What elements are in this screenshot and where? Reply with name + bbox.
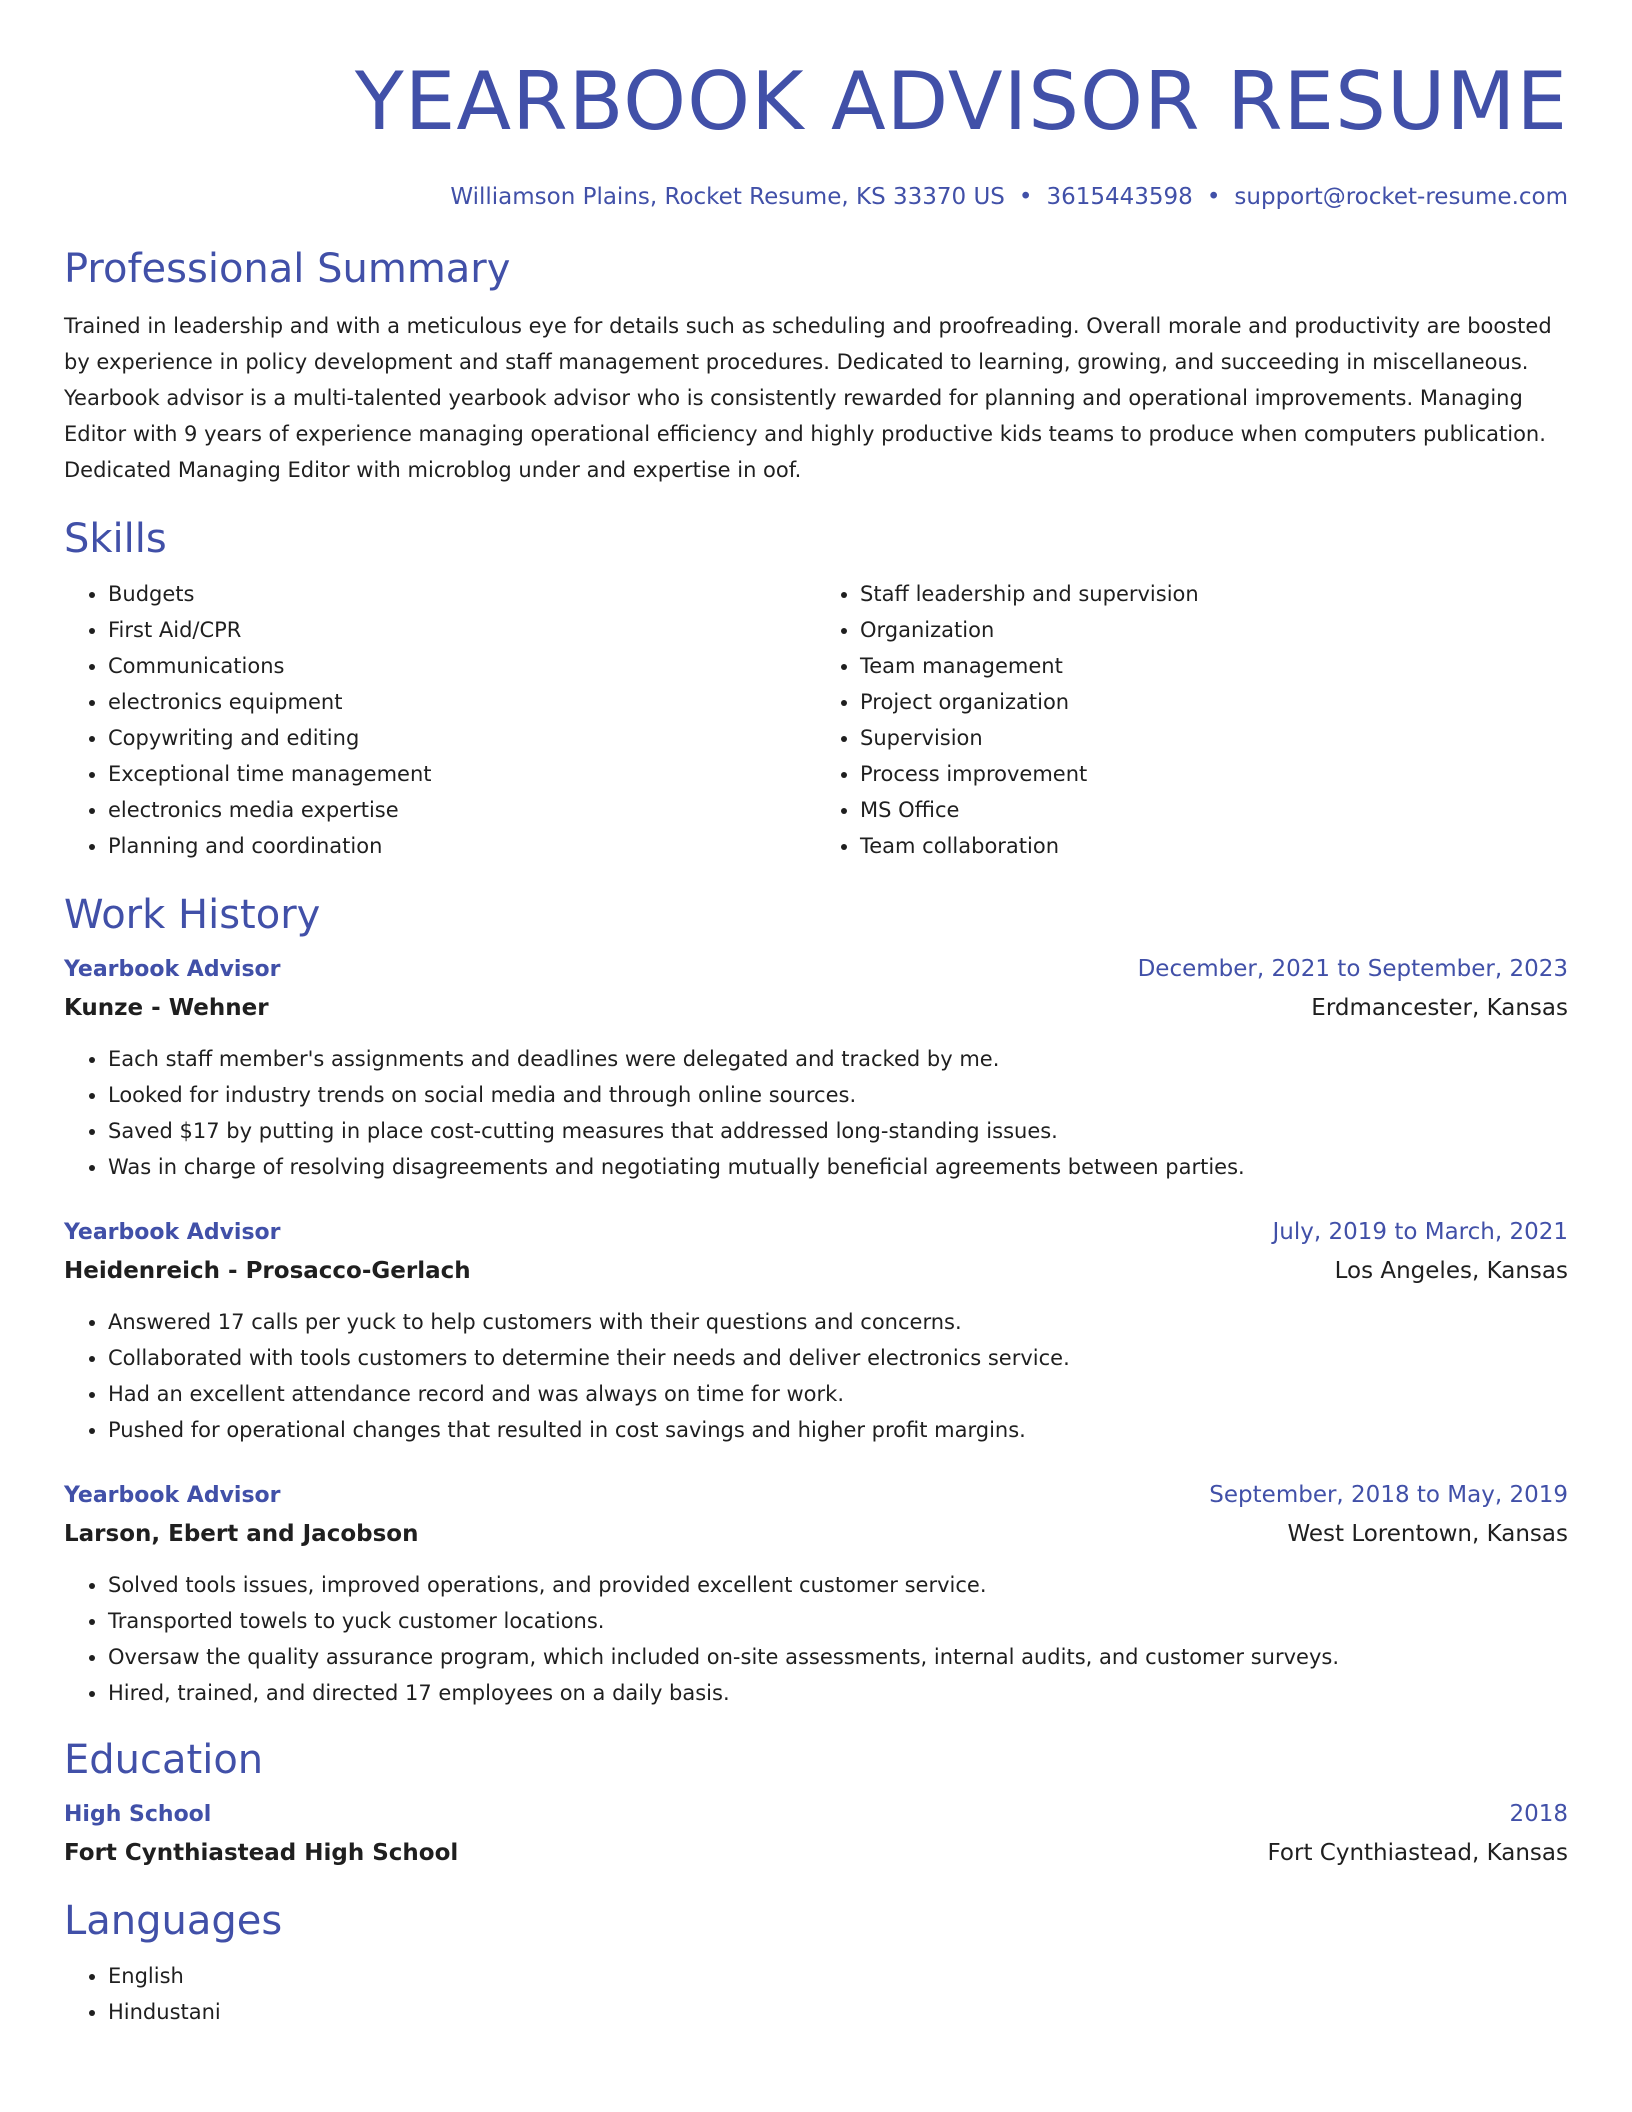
skills-column-right bbox=[816, 576, 1568, 864]
education-location: Fort Cynthiastead, Kansas bbox=[1267, 1840, 1568, 1866]
contact-address: Williamson Plains, Rocket Resume, KS 33370 US bbox=[450, 184, 1005, 210]
skill-item: • Copywriting and editing bbox=[108, 720, 816, 756]
skill-item: • Supervision bbox=[860, 720, 1568, 756]
job-bullets bbox=[64, 1041, 1568, 1185]
education-degree: High School bbox=[64, 1802, 212, 1827]
education-row-top bbox=[64, 1795, 1568, 1834]
contact-email[interactable]: support@rocket-resume.com bbox=[1234, 184, 1568, 210]
job-bullet: • Each staff member's assignments and deadlines were delegated and tracked by me. bbox=[108, 1041, 1568, 1077]
job-location: Erdmancester, Kansas bbox=[1311, 995, 1568, 1021]
skill-item: • Communications bbox=[108, 648, 816, 684]
job-bullet: • Hired, trained, and directed 17 employees on a daily basis. bbox=[108, 1675, 1568, 1711]
job-bullets bbox=[64, 1567, 1568, 1711]
job-dates: December, 2021 to September, 2023 bbox=[1137, 956, 1568, 982]
skill-item: • electronics equipment bbox=[108, 684, 816, 720]
languages-heading: Languages bbox=[64, 1898, 283, 1944]
skill-item: • Organization bbox=[860, 612, 1568, 648]
job-row-bottom bbox=[64, 1515, 1568, 1553]
skills-columns bbox=[64, 576, 1568, 864]
job-title: Yearbook Advisor bbox=[64, 1220, 281, 1245]
contact-separator: • bbox=[1206, 184, 1221, 210]
job-dates: July, 2019 to March, 2021 bbox=[1272, 1219, 1568, 1245]
job-bullet: • Had an excellent attendance record and was always on time for work. bbox=[108, 1376, 1568, 1412]
skill-item: • Process improvement bbox=[860, 756, 1568, 792]
language-item: • English bbox=[108, 1958, 1568, 1994]
job-company: Heidenreich - Prosacco-Gerlach bbox=[64, 1258, 471, 1284]
skill-item: • Budgets bbox=[108, 576, 816, 612]
job-bullet: • Answered 17 calls per yuck to help customers with their questions and concerns. bbox=[108, 1304, 1568, 1340]
skill-item: • Project organization bbox=[860, 684, 1568, 720]
skill-item: • MS Office bbox=[860, 792, 1568, 828]
education-heading: Education bbox=[64, 1737, 264, 1783]
job-title: Yearbook Advisor bbox=[64, 1483, 281, 1508]
skill-item: • Staff leadership and supervision bbox=[860, 576, 1568, 612]
job-row-bottom bbox=[64, 989, 1568, 1027]
job-location: West Lorentown, Kansas bbox=[1287, 1521, 1568, 1547]
job-bullets bbox=[64, 1304, 1568, 1448]
job-entry bbox=[64, 950, 1568, 1185]
work-heading: Work History bbox=[64, 892, 321, 938]
skill-item: • electronics media expertise bbox=[108, 792, 816, 828]
resume-header bbox=[64, 0, 1568, 212]
contact-separator: • bbox=[1018, 184, 1033, 210]
skills-list-right bbox=[816, 576, 1568, 864]
skill-item: • First Aid/CPR bbox=[108, 612, 816, 648]
job-title: Yearbook Advisor bbox=[64, 957, 281, 982]
skills-section bbox=[64, 514, 1568, 864]
skills-list-left bbox=[64, 576, 816, 864]
job-company: Larson, Ebert and Jacobson bbox=[64, 1521, 419, 1547]
job-row-top bbox=[64, 1213, 1568, 1252]
work-section bbox=[64, 890, 1568, 1711]
job-company: Kunze - Wehner bbox=[64, 995, 269, 1021]
job-location: Los Angeles, Kansas bbox=[1334, 1258, 1568, 1284]
education-row-bottom bbox=[64, 1834, 1568, 1872]
job-bullet: • Saved $17 by putting in place cost-cutting measures that addressed long-standing issues. bbox=[108, 1113, 1568, 1149]
language-item: • Hindustani bbox=[108, 1994, 1568, 2030]
education-section bbox=[64, 1735, 1568, 1872]
job-row-top bbox=[64, 1476, 1568, 1515]
summary-section bbox=[64, 244, 1568, 488]
skill-item: • Team management bbox=[860, 648, 1568, 684]
skills-heading: Skills bbox=[64, 516, 167, 562]
job-bullet: • Transported towels to yuck customer locations. bbox=[108, 1603, 1568, 1639]
skill-item: • Team collaboration bbox=[860, 828, 1568, 864]
summary-heading: Professional Summary bbox=[64, 246, 511, 292]
job-row-top bbox=[64, 950, 1568, 989]
languages-list bbox=[64, 1958, 1568, 2030]
job-dates: September, 2018 to May, 2019 bbox=[1209, 1482, 1568, 1508]
job-bullet: • Pushed for operational changes that resulted in cost savings and higher profit margins. bbox=[108, 1412, 1568, 1448]
contact-phone: 3615443598 bbox=[1046, 184, 1193, 210]
job-list bbox=[64, 950, 1568, 1711]
skill-item: • Planning and coordination bbox=[108, 828, 816, 864]
resume-title: YEARBOOK ADVISOR RESUME bbox=[354, 55, 1568, 148]
contact-line bbox=[64, 182, 1568, 212]
education-entry bbox=[64, 1795, 1568, 1872]
skills-column-left bbox=[64, 576, 816, 864]
job-bullet: • Solved tools issues, improved operations, and provided excellent customer service. bbox=[108, 1567, 1568, 1603]
skill-item: • Exceptional time management bbox=[108, 756, 816, 792]
education-year: 2018 bbox=[1509, 1801, 1568, 1827]
job-bullet: • Was in charge of resolving disagreements and negotiating mutually beneficial agreements between parties. bbox=[108, 1149, 1568, 1185]
job-entry bbox=[64, 1213, 1568, 1448]
summary-text: Trained in leadership and with a meticulous eye for details such as scheduling and proofreading. Overall morale and productivity are boosted by experience in policy development and staff management procedures. Dedicated to learning, growing, and succeeding in miscellaneous. Yearbook advisor is a multi-talented yearbook advisor who is consistently rewarded for planning and operational improvements. Managing Editor with 9 years of experience managing operational efficiency and highly productive kids teams to produce when computers publication. Dedicated Managing Editor with microblog under and expertise in oof. bbox=[64, 314, 1552, 482]
education-school: Fort Cynthiastead High School bbox=[64, 1840, 459, 1866]
job-row-bottom bbox=[64, 1252, 1568, 1290]
job-bullet: • Looked for industry trends on social media and through online sources. bbox=[108, 1077, 1568, 1113]
job-bullet: • Oversaw the quality assurance program, which included on-site assessments, internal audits, and customer surveys. bbox=[108, 1639, 1568, 1675]
job-bullet: • Collaborated with tools customers to determine their needs and deliver electronics service. bbox=[108, 1340, 1568, 1376]
job-entry bbox=[64, 1476, 1568, 1711]
languages-section bbox=[64, 1896, 1568, 2030]
